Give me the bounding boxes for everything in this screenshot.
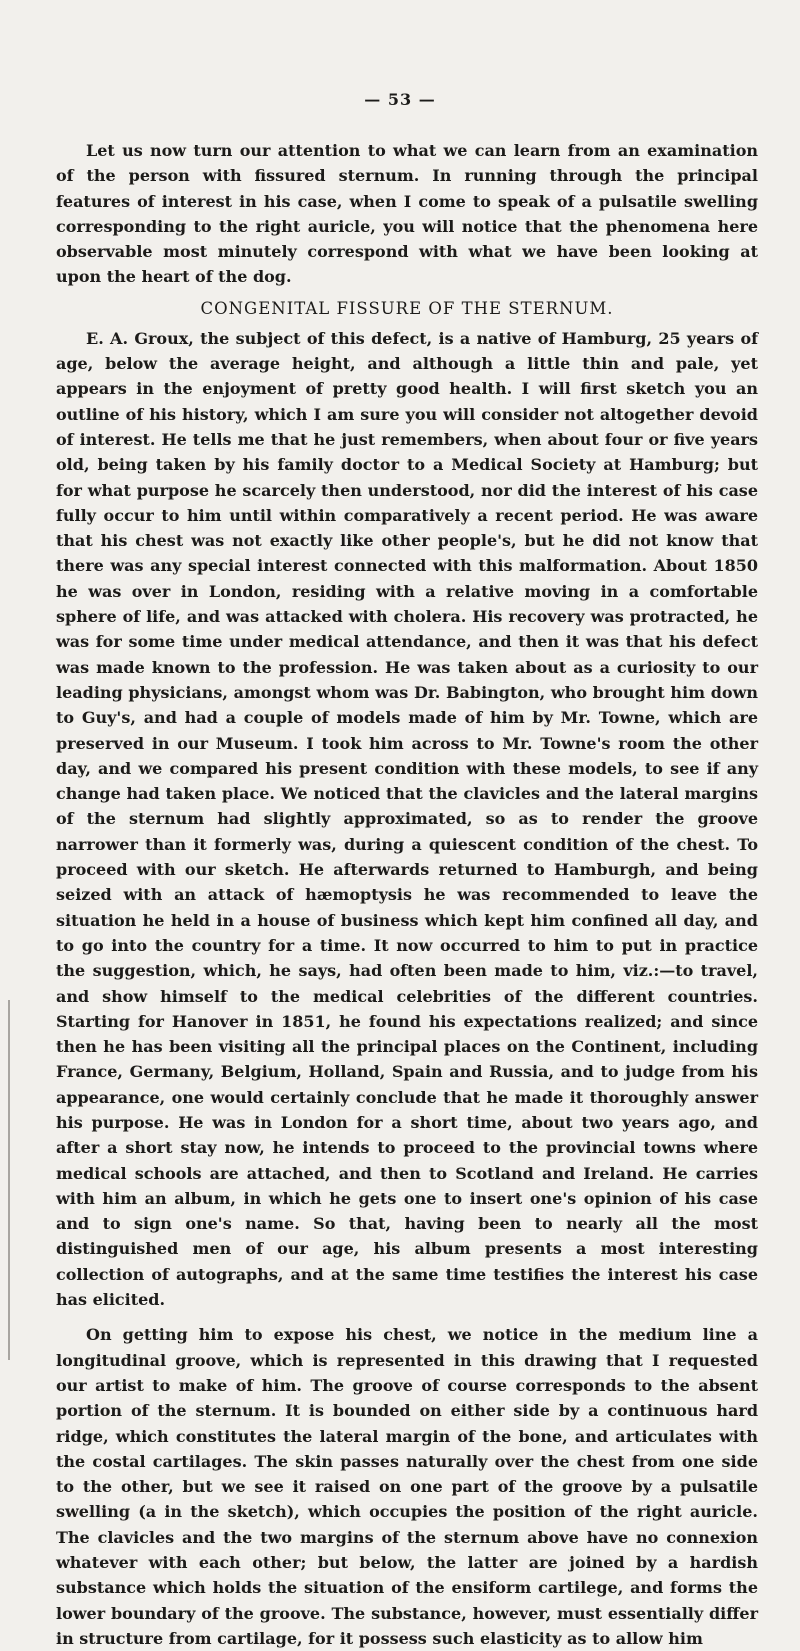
section-heading: CONGENITAL FISSURE OF THE STERNUM. <box>200 298 614 318</box>
binding-edge-line <box>8 1000 10 1360</box>
paragraph-case-history: E. A. Groux, the subject of this defect, is a native of Hamburg, 25 years of age, below the average height, and although a little thin and pale, yet appears in the enjoyment of pretty good health. I will first sketch you an outline of his history, which I am sure you will consider not altogether devoid of interest. He tells me that he just remembers, when about four or five years old, being taken by his family doctor to a Medical Society at Hamburg; but for what purpose he scarcely then understood, nor did the interest of his case fully occur to him until within comparatively a recent period. He was aware that his chest was not exactly like other people's, but he did not know that there was any special interest connected with this malformation. About 1850 he was over in London, residing with a relative moving in a comfortable sphere of life, and was attacked with cholera. His recovery was protracted, he was for some time under medical attendance, and then it was that his defect was made known to the profession. He was taken about as a curiosity to our leading physicians, amongst whom was Dr. Babington, who brought him down to Guy's, and had a couple of models made of him by Mr. Towne, which are preserved in our Museum. I took him across to Mr. Towne's room the other day, and we compared his present condition with these models, to see if any change had taken place. We noticed that the clavicles and the lateral margins of the sternum had slightly approximated, so as to render the groove narrower than it formerly was, during a quiescent condition of the chest. To proceed with our sketch. He afterwards returned to Hamburgh, and being seized with an attack of hæmoptysis he was recommended to leave the situation he held in a house of business which kept him confined all day, and to go into the country for a time. It now occurred to him to put in practice the suggestion, which, he says, had often been made to him, viz.:—to travel, and show himself to the medical celebrities of the different countries. Starting for Hanover in 1851, he found his expectations realized; and since then he has been visiting all the principal places on the Continent, including France, Germany, Belgium, Holland, Spain and Russia, and to judge from his appearance, one would certainly conclude that he made it thoroughly answer his purpose. He was in London for a short time, about two years ago, and after a short stay now, he intends to proceed to the provincial towns where medical schools are attached, and then to Scotland and Ireland. He carries with him an album, in which he gets one to insert one's opinion of his case and to sign one's name. So that, having been to nearly all the most distinguished men of our age, his album presents a most interesting collection of autographs, and at the same time testifies the interest his case has elicited. <box>56 328 758 1310</box>
page-number: — 53 — <box>364 90 436 109</box>
paragraph-intro: Let us now turn our attention to what we can learn from an examination of the person with fissured sternum. In running through the principal features of interest in his case, when I come to speak of a pulsatile swelling corresponding to the right auricle, you will notice that the phenomena here observable most minutely correspond with what we have been looking at upon the heart of the dog. <box>56 141 758 287</box>
paragraph-examination: On getting him to expose his chest, we notice in the medium line a longitudinal groove, which is represented in this drawing that I requested our artist to make of him. The groove of course corresponds to the absent portion of the sternum. It is bounded on either side by a continuous hard ridge, which constitutes the lateral margin of the bone, and articulates with the costal cartilages. The skin passes naturally over the chest from one side to the other, but we see it raised on one part of the groove by a pulsatile swelling (a in the sketch), which occupies the position of the right auricle. The clavicles and the two margins of the sternum above have no connexion whatever with each other; but below, the latter are joined by a hardish substance which holds the situation of the ensiform cartilege, and forms the lower boundary of the groove. The substance, however, must essentially differ in structure from cartilage, for it possess such elasticity as to allow him <box>56 1325 758 1648</box>
page-body <box>56 138 758 1651</box>
